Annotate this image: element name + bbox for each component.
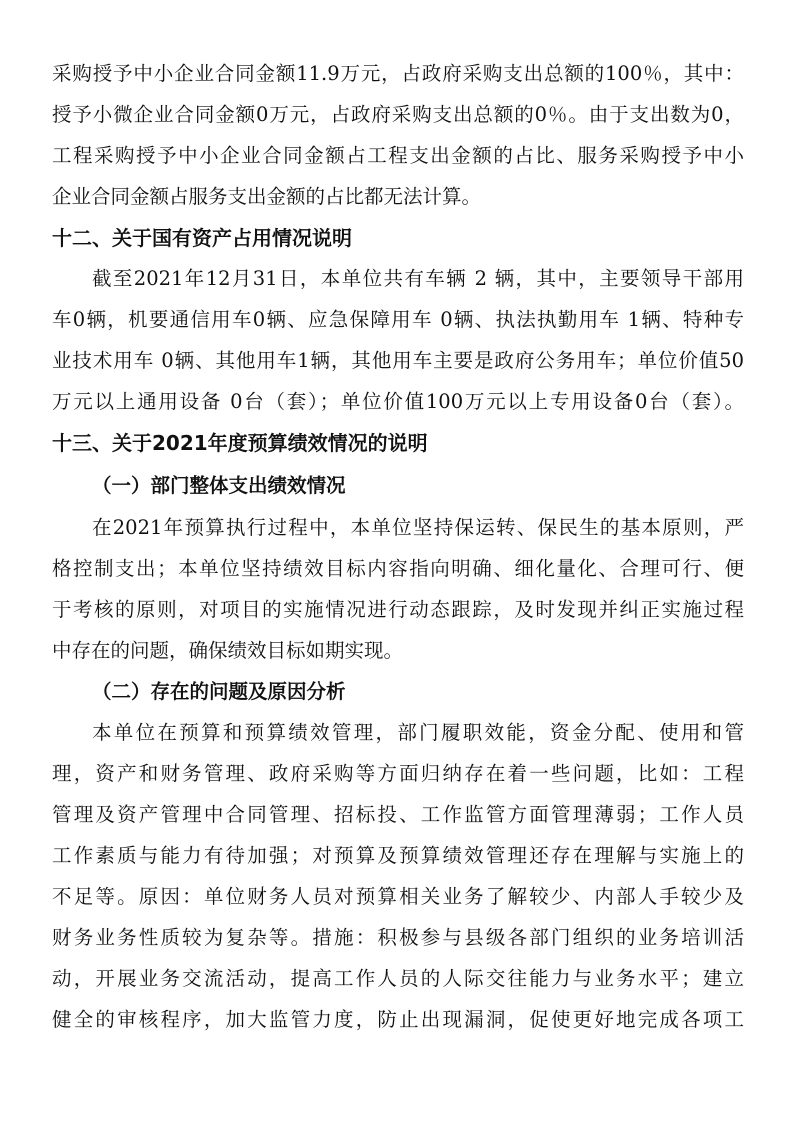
subsection-1-heading: （一）部门整体支出绩效情况: [92, 474, 346, 497]
paragraph-line: 采购授予中小企业合同金额11.9万元，占政府采购支出总额的100％，其中：: [52, 62, 744, 85]
paragraph-line: 业技术用车 0辆、其他用车1辆，其他用车主要是政府公务用车；单位价值50: [52, 349, 744, 372]
paragraph-line: 理，资产和财务管理、政府采购等方面归纳存在着一些问题，比如：工程: [52, 762, 744, 785]
section-13-heading: 十三、关于2021年度预算绩效情况的说明: [52, 431, 428, 455]
paragraph-line: 在2021年预算执行过程中，本单位坚持保运转、保民生的基本原则，严: [92, 516, 744, 539]
paragraph-line: 截至2021年12月31日，本单位共有车辆 2 辆，其中，主要领导干部用: [92, 267, 744, 290]
subsection-2-heading: （二）存在的问题及原因分析: [92, 680, 346, 703]
paragraph-line: 万元以上通用设备 0台（套）；单位价值100万元以上专用设备0台（套）。: [52, 390, 744, 413]
paragraph-line: 车0辆，机要通信用车0辆、应急保障用车 0辆、执法执勤用车 1辆、特种专: [52, 308, 744, 331]
paragraph-line: 企业合同金额占服务支出金额的占比都无法计算。: [52, 185, 482, 208]
paragraph-line: 工程采购授予中小企业合同金额占工程支出金额的占比、服务采购授予中小: [52, 144, 744, 167]
paragraph-line: 本单位在预算和预算绩效管理，部门履职效能，资金分配、使用和管: [92, 721, 744, 744]
paragraph-line: 财务业务性质较为复杂等。措施：积极参与县级各部门组织的业务培训活: [52, 926, 744, 949]
paragraph-line: 动，开展业务交流活动，提高工作人员的人际交往能力与业务水平；建立: [52, 967, 744, 990]
paragraph-line: 中存在的问题，确保绩效目标如期实现。: [52, 639, 404, 662]
paragraph-line: 于考核的原则，对项目的实施情况进行动态跟踪，及时发现并纠正实施过程: [52, 598, 744, 621]
paragraph-line: 不足等。原因：单位财务人员对预算相关业务了解较少、内部人手较少及: [52, 885, 744, 908]
paragraph-line: 健全的审核程序，加大监管力度，防止出现漏洞，促使更好地完成各项工: [52, 1008, 744, 1031]
paragraph-line: 管理及资产管理中合同管理、招标投、工作监管方面管理薄弱；工作人员: [52, 803, 744, 826]
section-12-heading: 十二、关于国有资产占用情况说明: [52, 226, 352, 250]
paragraph-line: 工作素质与能力有待加强；对预算及预算绩效管理还存在理解与实施上的: [52, 844, 744, 867]
paragraph-line: 格控制支出；本单位坚持绩效目标内容指向明确、细化量化、合理可行、便: [52, 557, 744, 580]
paragraph-line: 授予小微企业合同金额0万元，占政府采购支出总额的0％。由于支出数为0，: [52, 103, 744, 126]
